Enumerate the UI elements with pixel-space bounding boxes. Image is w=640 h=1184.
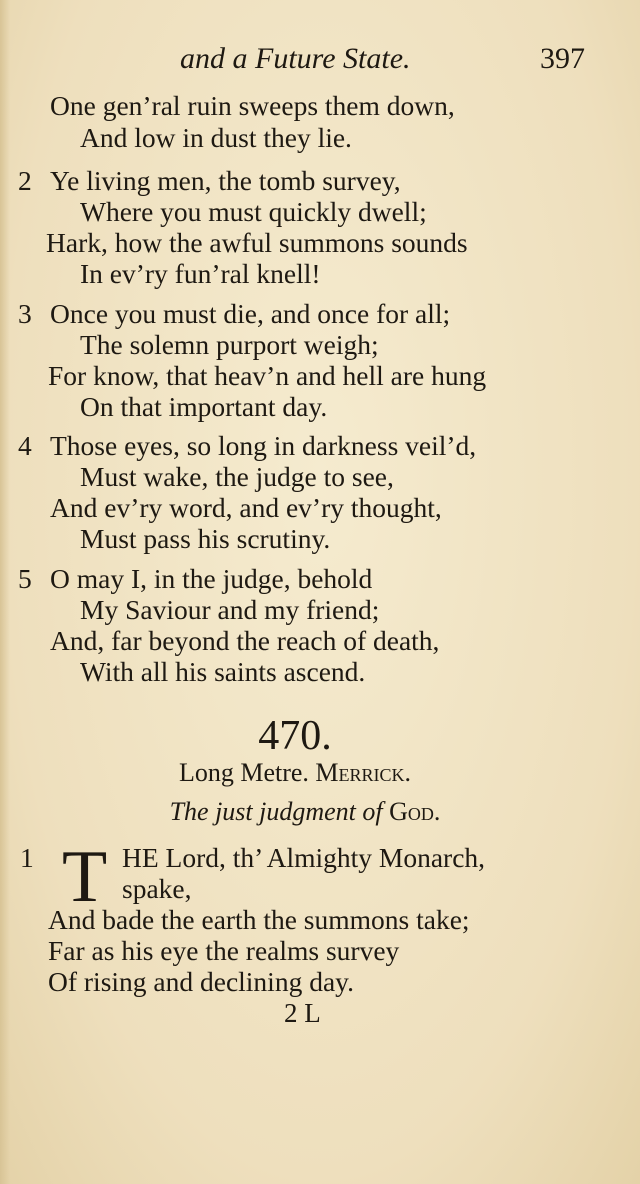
page-header: [0, 42, 640, 82]
hymn-meter: Long Metre.: [178, 758, 309, 787]
verse-line: Where you must quickly dwell;: [80, 196, 427, 227]
drop-cap: T: [62, 836, 108, 918]
signature-mark: 2 L: [284, 998, 321, 1028]
hymn-composer: Merrick.: [315, 758, 412, 787]
stanza-number: 3: [18, 298, 32, 329]
verse-line: For know, that heav’n and hell are hung: [48, 360, 487, 391]
running-title: and a Future State.: [180, 42, 411, 75]
verse-line: Ye living men, the tomb survey,: [50, 165, 401, 196]
stanza-number: 2: [18, 165, 32, 196]
verse-line: Must pass his scrutiny.: [80, 523, 331, 554]
hymn-subtitle: [0, 797, 610, 827]
hymn-subtitle-text: The just judgment of: [169, 797, 383, 826]
verse-line: One gen’ral ruin sweeps them down,: [50, 90, 455, 121]
page-gutter-shadow: [0, 0, 10, 1184]
verse-line: Must wake, the judge to see,: [80, 461, 394, 492]
verse-line: On that important day.: [80, 391, 328, 422]
verse-line: And, far beyond the reach of death,: [50, 625, 440, 656]
stanza-number: 1: [20, 842, 34, 873]
verse-line: HE Lord, th’ Almighty Monarch,: [122, 842, 486, 873]
stanza-number: 5: [18, 563, 32, 594]
verse-line: The solemn purport weigh;: [80, 329, 379, 360]
page-number: 397: [540, 42, 585, 75]
verse-line: Of rising and declining day.: [48, 966, 354, 997]
hymn-meter-line: [0, 758, 590, 788]
verse-line: And ev’ry word, and ev’ry thought,: [50, 492, 442, 523]
verse-line: And low in dust they lie.: [80, 122, 352, 153]
verse-line: In ev’ry fun’ral knell!: [80, 258, 321, 289]
hymn-subtitle-god: God.: [389, 797, 441, 826]
verse-line: And bade the earth the summons take;: [48, 904, 470, 935]
verse-line: spake,: [122, 873, 192, 904]
stanza-number: 4: [18, 430, 32, 461]
verse-line: Those eyes, so long in darkness veil’d,: [50, 430, 477, 461]
verse-line: Far as his eye the realms survey: [48, 935, 400, 966]
hymn-number: 470.: [258, 713, 332, 759]
verse-line: With all his saints ascend.: [80, 656, 366, 687]
verse-line: Once you must die, and once for all;: [50, 298, 451, 329]
verse-line: O may I, in the judge, behold: [50, 563, 373, 594]
verse-line: My Saviour and my friend;: [80, 594, 380, 625]
verse-line: Hark, how the awful summons sounds: [46, 227, 468, 258]
